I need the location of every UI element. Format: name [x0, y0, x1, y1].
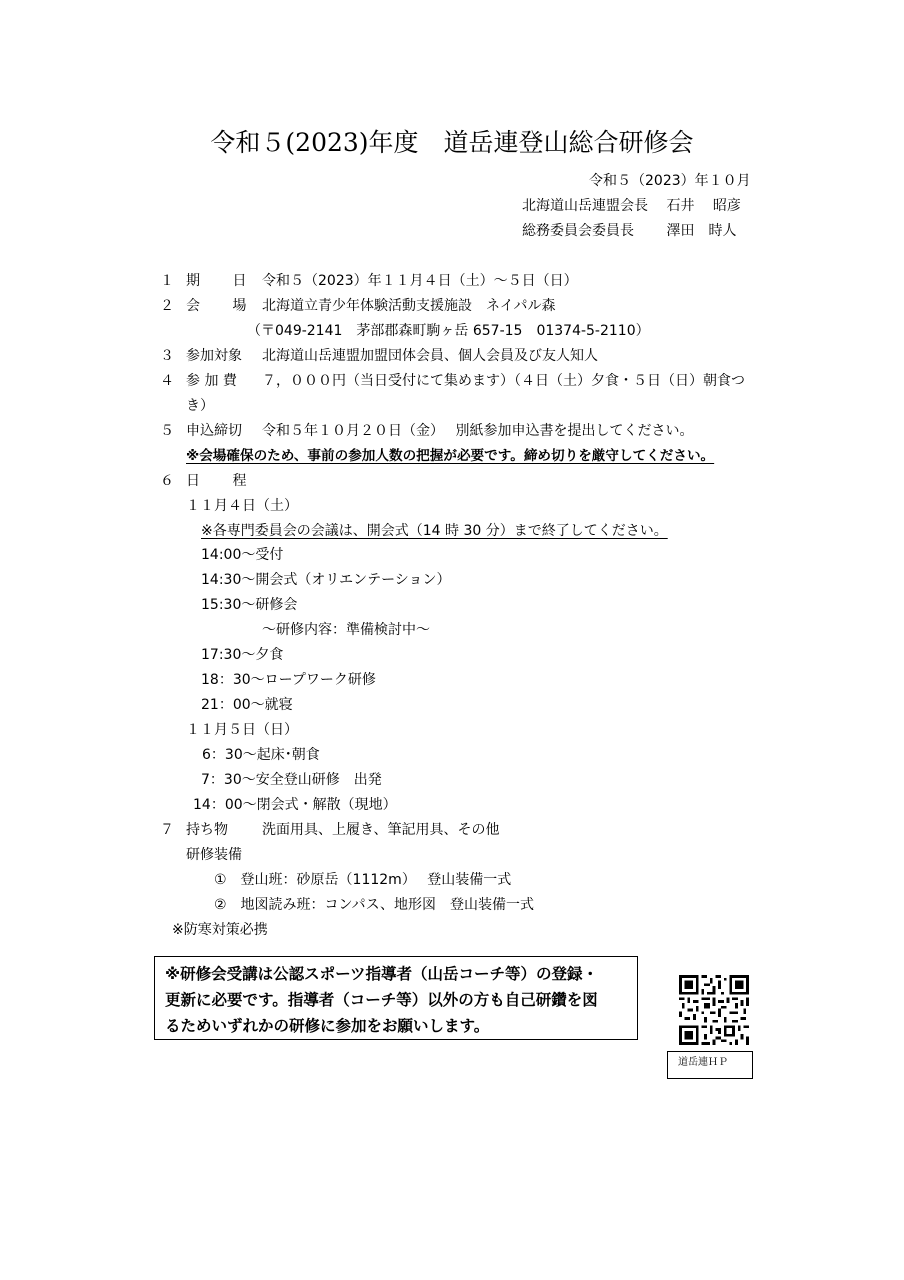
notice-line: 更新に必要です。指導者（コーチ等）以外の方も自己研鑽を図 — [165, 991, 598, 1009]
qr-code-label: 道岳連ＨＰ — [667, 1051, 753, 1079]
item-4-value: ７，０００円（当日受付にて集めます）（４日（土）夕食・５日（日）朝食つ — [262, 373, 745, 389]
item-1-value: 令和５（2023）年１１月４日（土）～５日（日） — [262, 273, 578, 289]
schedule-entry: 6：30～起床･朝食 — [202, 747, 320, 763]
item-4-label: 参 加 費 — [186, 373, 237, 389]
item-6-label: 日 程 — [186, 473, 247, 489]
schedule-entry: 14：00～閉会式・解散（現地） — [193, 797, 397, 813]
item-1-label: 期 日 — [186, 273, 247, 289]
schedule-entry: 21：00～就寝 — [201, 697, 293, 713]
committee-meeting-note: ※各専門委員会の会議は、開会式（14 時 30 分）まで終了してください。 — [201, 523, 668, 539]
item-4-number: ４ — [160, 373, 174, 389]
notice-line: るためいずれかの研修に参加をお願いします。 — [165, 1017, 490, 1035]
schedule-day-2: １１月５日（日） — [186, 722, 298, 738]
item-7-number: ７ — [160, 822, 174, 838]
page-title: 令和５(2023)年度 道岳連登山総合研修会 — [210, 128, 694, 157]
schedule-entry: 14:00～受付 — [201, 547, 284, 563]
schedule-entry: 18：30～ロープワーク研修 — [201, 672, 376, 688]
item-3-value: 北海道山岳連盟加盟団体会員、個人会員及び友人知人 — [262, 348, 598, 364]
schedule-entry: 14:30～開会式（オリエンテーション） — [201, 572, 451, 588]
equipment-climbing-team: ① 登山班：砂原岳（1112m） 登山装備一式 — [214, 872, 512, 888]
training-content-note: ～研修内容：準備検討中～ — [262, 622, 430, 638]
certification-notice-box — [154, 956, 638, 1040]
qr-code-icon[interactable] — [679, 975, 749, 1045]
schedule-day-1: １１月４日（土） — [186, 498, 298, 514]
equipment-heading: 研修装備 — [186, 847, 242, 863]
item-5-label: 申込締切 — [186, 423, 242, 439]
schedule-entry: 15:30～研修会 — [201, 597, 298, 613]
schedule-entry: 17:30～夕食 — [201, 647, 284, 663]
schedule-entry: 7：30～安全登山研修 出発 — [201, 772, 382, 788]
item-3-label: 参加対象 — [186, 348, 242, 364]
item-1-number: １ — [160, 273, 174, 289]
item-4-continuation: き） — [186, 398, 214, 414]
document-date: 令和５（2023）年１０月 — [589, 173, 751, 189]
sender-chairman: 北海道山岳連盟会長 石井 昭彦 — [522, 198, 741, 214]
item-5-number: ５ — [160, 423, 174, 439]
item-7-value: 洗面用具、上履き、筆記用具、その他 — [262, 822, 500, 838]
deadline-notice: ※会場確保のため、事前の参加人数の把握が必要です。締め切りを厳守してください。 — [186, 448, 715, 464]
cold-protection-note: ※防寒対策必携 — [172, 922, 268, 938]
item-2-number: ２ — [160, 298, 174, 314]
equipment-map-team: ② 地図読み班：コンパス、地形図 登山装備一式 — [214, 897, 534, 913]
venue-address: （〒049-2141 茅部郡森町駒ヶ岳 657-15 01374-5-2110） — [247, 323, 650, 339]
item-6-number: ６ — [160, 473, 174, 489]
notice-line: ※研修会受講は公認スポーツ指導者（山岳コーチ等）の登録・ — [165, 965, 598, 983]
item-2-label: 会 場 — [186, 298, 247, 314]
sender-committee-chair: 総務委員会委員長 澤田 時人 — [522, 223, 737, 239]
item-5-value: 令和５年１０月２０日（金） 別紙参加申込書を提出してください。 — [262, 423, 694, 439]
item-7-label: 持ち物 — [186, 822, 228, 838]
item-2-value: 北海道立青少年体験活動支援施設 ネイパル森 — [262, 298, 556, 314]
item-3-number: ３ — [160, 348, 174, 364]
